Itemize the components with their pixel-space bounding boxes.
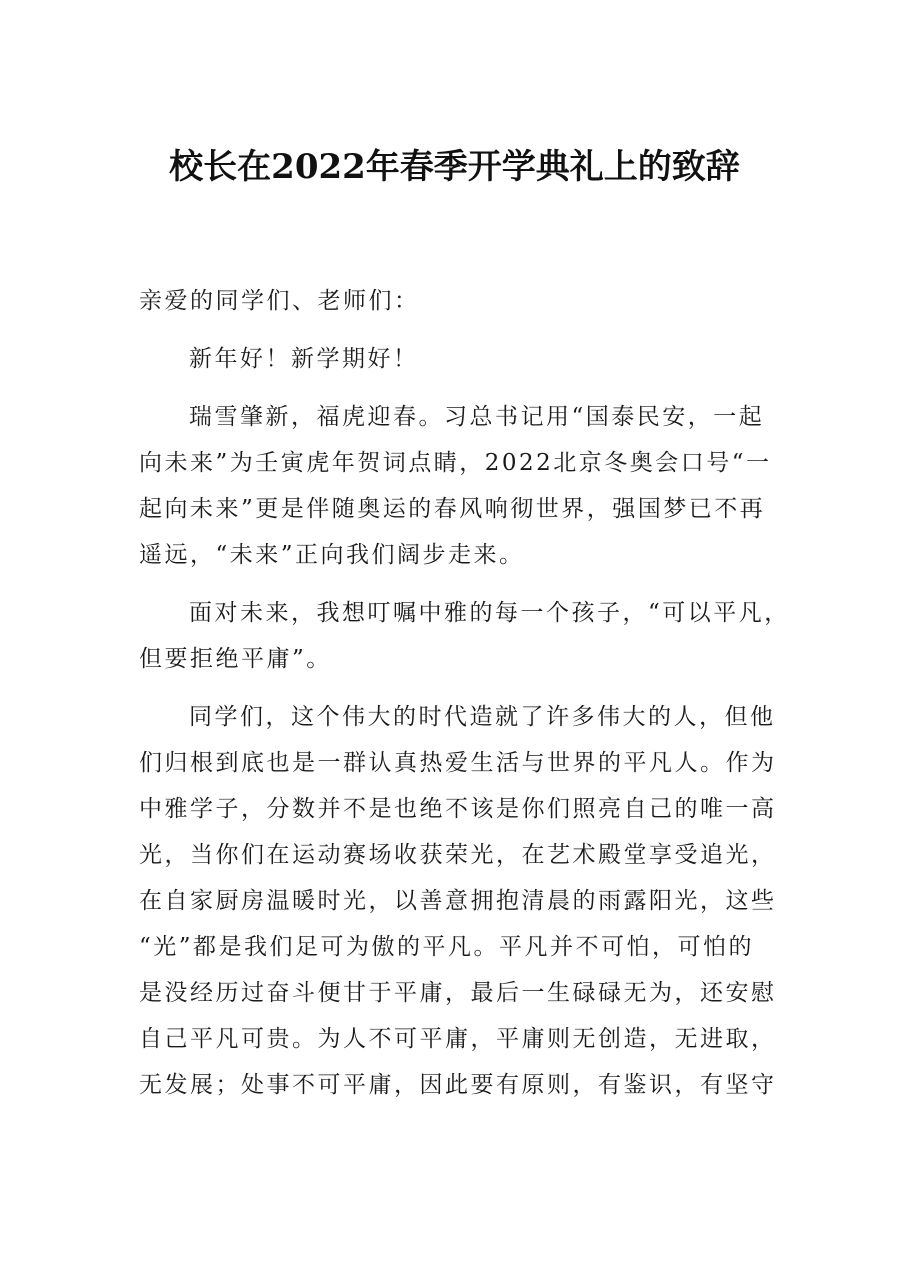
paragraph-line: 同学们，这个伟大的时代造就了许多伟大的人，但他 bbox=[189, 704, 776, 730]
paragraph-line: 但要拒绝平庸”。 bbox=[139, 646, 332, 672]
paragraph-4 bbox=[139, 694, 779, 1108]
paragraph-gap bbox=[139, 324, 779, 336]
paragraph-line: 瑞雪肇新，福虎迎春。习总书记用“国泰民安，一起 bbox=[189, 404, 765, 430]
paragraph-line: 向未来”为壬寅虎年贺词点睛，2022北京冬奥会口号“一 bbox=[139, 450, 772, 476]
paragraph-line: 中雅学子，分数并不是也绝不该是你们照亮自己的唯一高 bbox=[139, 796, 777, 822]
paragraph-line: 无发展；处事不可平庸，因此要有原则，有鉴识，有坚守 bbox=[139, 1072, 777, 1098]
paragraph-3 bbox=[139, 590, 790, 682]
paragraph-line: 新年好！新学期好！ bbox=[189, 346, 419, 372]
document-body bbox=[139, 278, 790, 1108]
paragraph-line: 在自家厨房温暖时光，以善意拥抱清晨的雨露阳光，这些 bbox=[139, 888, 777, 914]
paragraph-line: “光”都是我们足可为傲的平凡。平凡并不可怕，可怕的 bbox=[139, 934, 755, 960]
paragraph-gap bbox=[139, 382, 779, 394]
salutation: 亲爱的同学们、老师们： bbox=[139, 288, 420, 314]
paragraph-line: 光，当你们在运动赛场收获荣光，在艺术殿堂享受追光， bbox=[139, 842, 777, 868]
paragraph-line: 面对未来，我想叮嘱中雅的每一个孩子，“可以平凡， bbox=[189, 600, 790, 626]
paragraph-2 bbox=[139, 394, 779, 578]
document-title: 校长在2022年春季开学典礼上的致辞 bbox=[169, 147, 740, 187]
paragraph-line: 们归根到底也是一群认真热爱生活与世界的平凡人。作为 bbox=[139, 750, 777, 776]
paragraph-line: 自己平凡可贵。为人不可平庸，平庸则无创造，无进取， bbox=[139, 1026, 777, 1052]
paragraph-line: 遥远，“未来”正向我们阔步走来。 bbox=[139, 542, 525, 568]
paragraph-1 bbox=[139, 336, 779, 382]
paragraph-gap bbox=[139, 578, 779, 590]
paragraph-line: 起向未来”更是伴随奥运的春风响彻世界，强国梦已不再 bbox=[139, 496, 766, 522]
paragraph-line: 是没经历过奋斗便甘于平庸，最后一生碌碌无为，还安慰 bbox=[139, 980, 777, 1006]
paragraph-gap bbox=[139, 682, 779, 694]
